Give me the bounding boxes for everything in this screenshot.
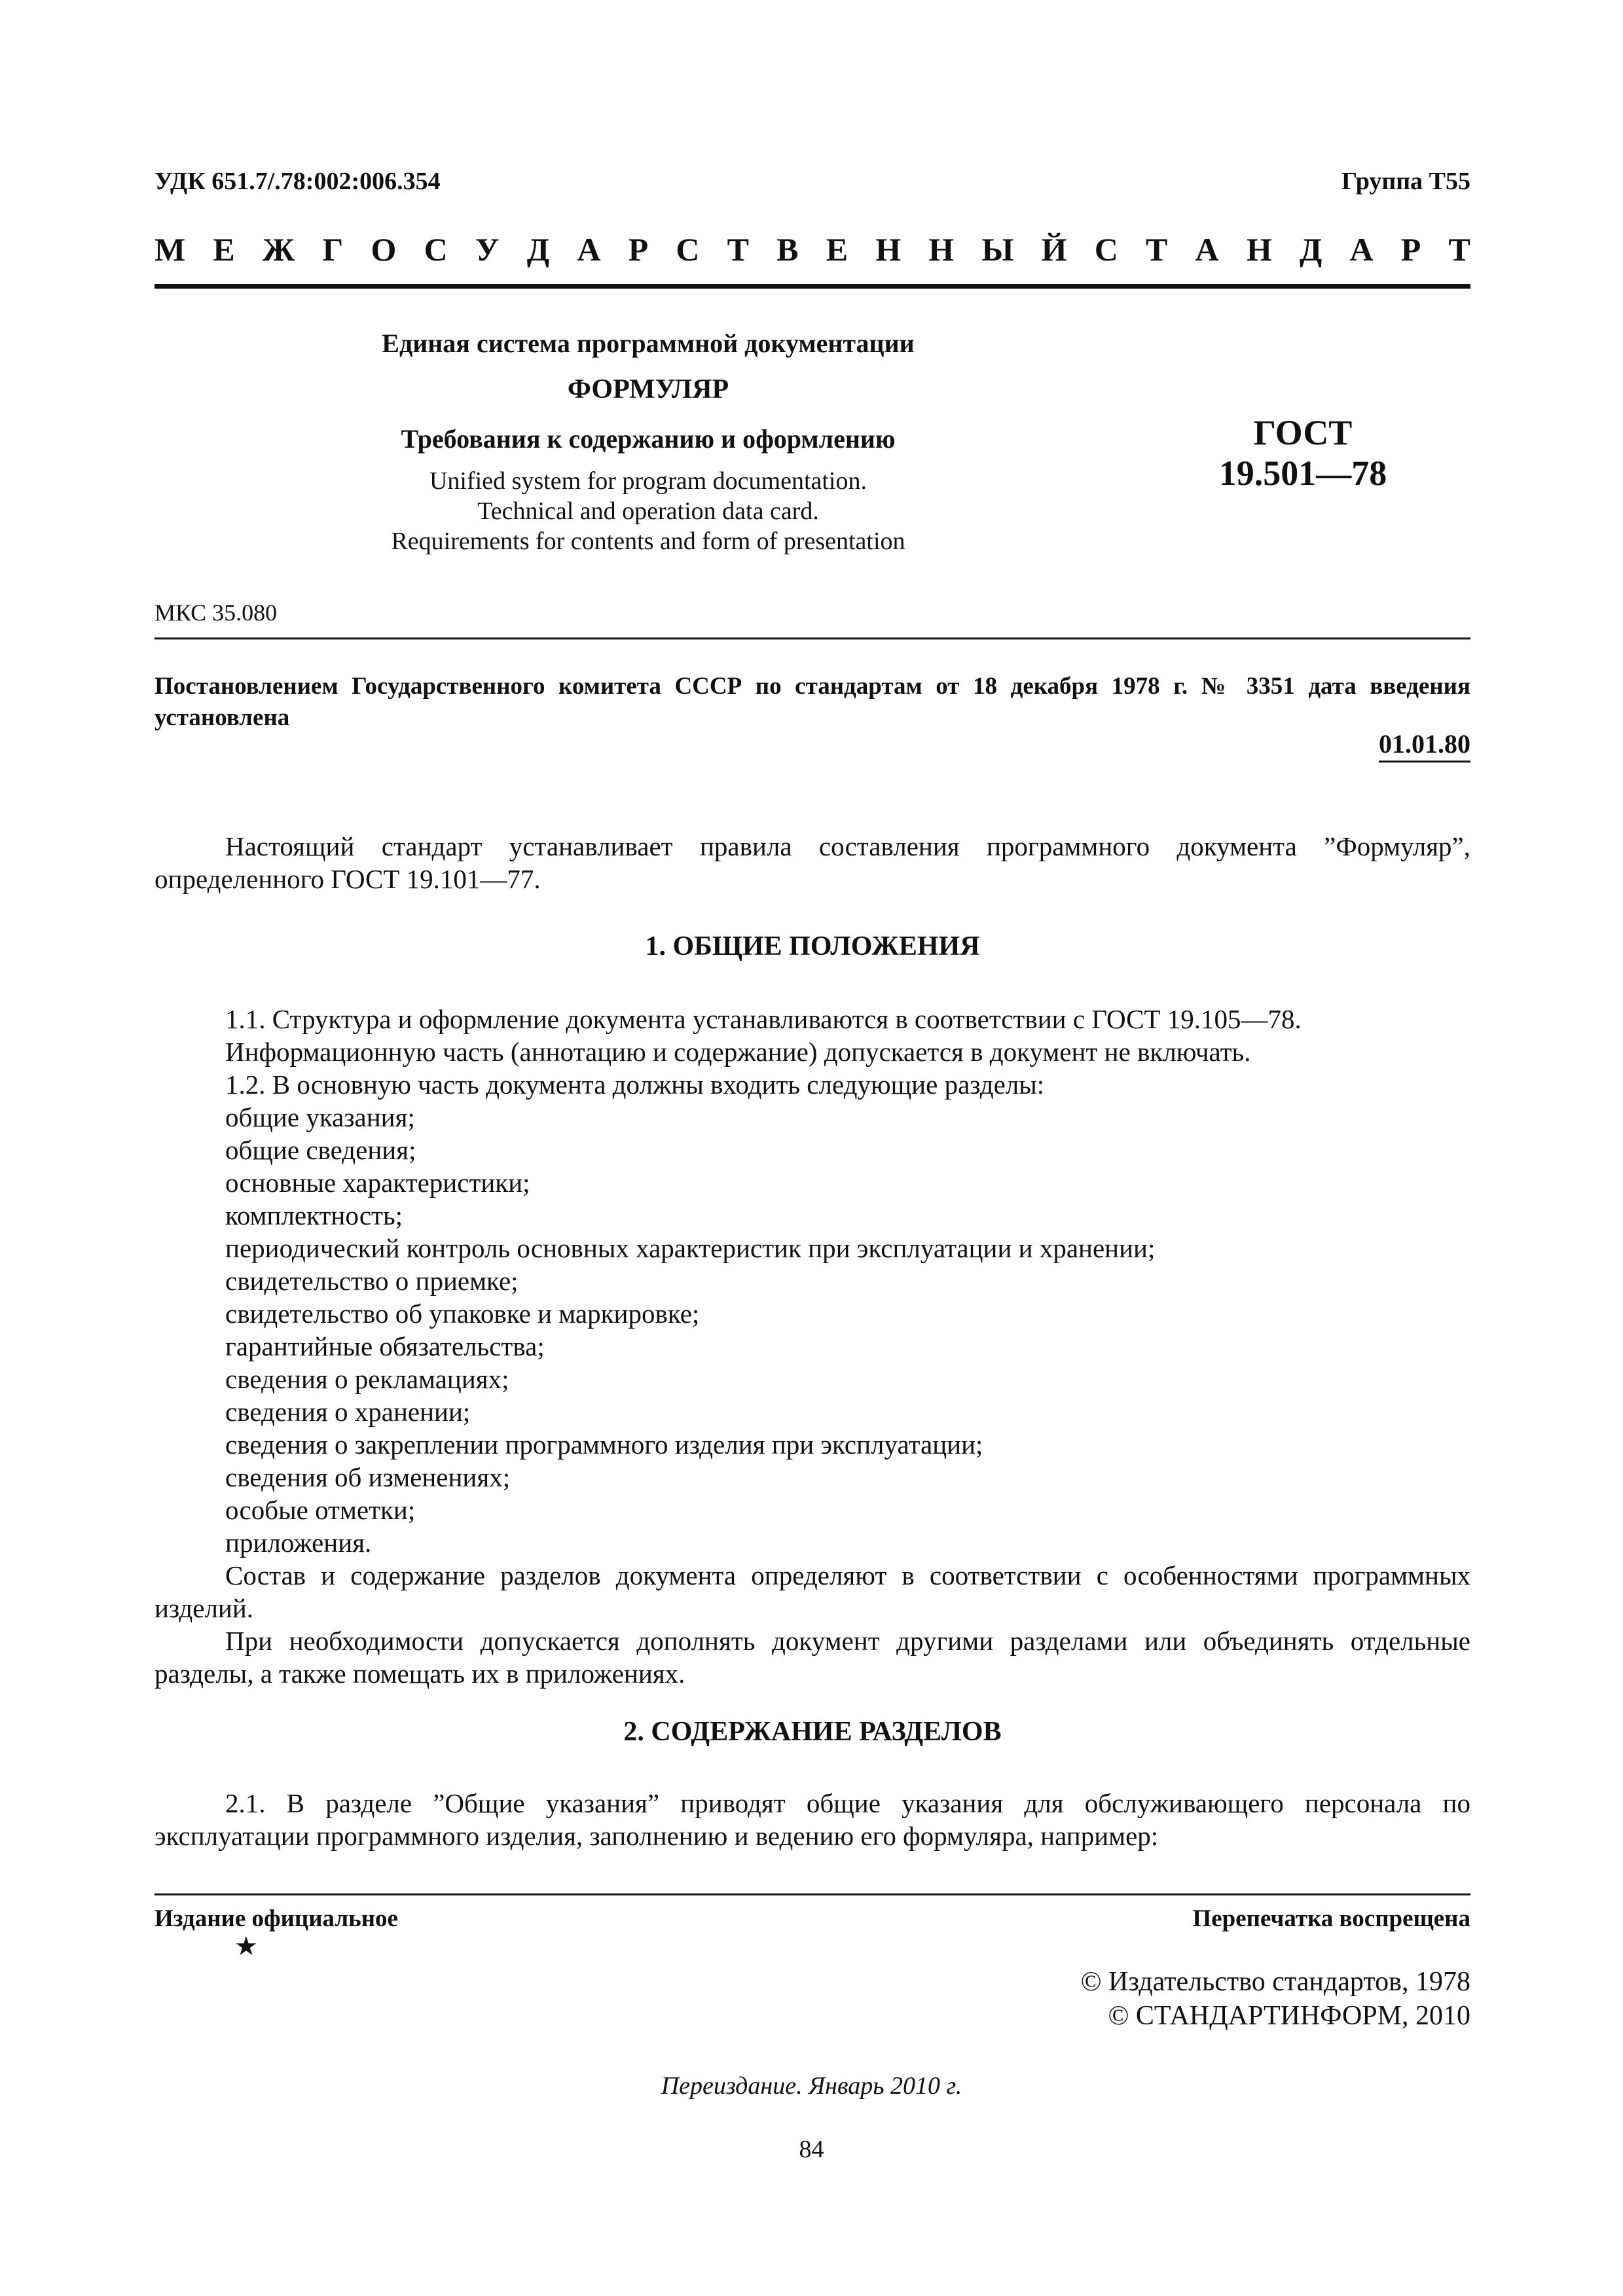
interstate-letter: Ы [981,231,1014,268]
interstate-letter: Д [1299,231,1322,268]
clause-2-1: 2.1. В разделе ”Общие указания” приводят общие указания для обслуживающего персонала по эксплуатации программного изделия, заполнению и ведению его формуляра, например: [155,1788,1470,1851]
mks-code: МКС 35.080 [155,600,278,626]
interstate-letter: Е [213,231,235,268]
composition-paragraph: Состав и содержание разделов документа определяют в соответствии с особенностями программных изделий. [155,1560,1470,1623]
interstate-letter: А [1349,231,1374,268]
interstate-letter: Н [928,231,955,268]
interstate-letter: Е [826,231,848,268]
introduction-date: 01.01.80 [1379,728,1470,762]
list-item: основные характеристики; [225,1168,530,1198]
interstate-letter: Й [1041,231,1067,268]
decree-text: Постановлением Государственного комитета СССР по стандартам от 18 декабря 1978 г. № 3351 дата введения установлена [155,673,1470,731]
list-item: сведения о рекламациях; [225,1364,509,1394]
title-block [282,327,1015,556]
interstate-letter: Г [322,231,344,268]
clause-1-1-continued: Информационную часть (аннотацию и содержание) допускается в документ не включать. [225,1037,1251,1067]
clause-1-2: 1.2. В основную часть документа должны входить следующие разделы: [225,1069,1045,1100]
interstate-letter: Т [727,231,749,268]
supplement-paragraph: При необходимости допускается дополнять документ другими разделами или объединять отдельные разделы, а также помещать их в приложениях. [155,1626,1470,1689]
list-item: сведения о хранении; [225,1397,471,1427]
list-item: комплектность; [225,1200,403,1230]
interstate-letter: У [475,231,500,268]
interstate-letter: Р [1400,231,1421,268]
list-item: периодический контроль основных характеристик при эксплуатации и хранении; [225,1233,1156,1263]
copyright-block [1081,1965,1470,2033]
interstate-letter: М [155,231,186,268]
interstate-standard-heading [155,230,1470,268]
english-title-line: Unified system for program documentation. [429,467,867,495]
list-item: свидетельство об упаковке и маркировке; [225,1299,700,1329]
interstate-letter: Т [1448,231,1470,268]
list-item: общие указания; [225,1102,415,1132]
section-2-title: 2. СОДЕРЖАНИЕ РАЗДЕЛОВ [623,1717,1002,1747]
gost-code: 19.501—78 [1218,454,1387,493]
list-item: сведения об изменениях; [225,1462,511,1492]
interstate-letter: Т [1146,231,1168,268]
interstate-letter: С [1094,231,1118,268]
english-title [282,466,1015,556]
reprint-prohibited-label: Перепечатка воспрещена [1192,1905,1470,1932]
interstate-letter: А [577,231,601,268]
list-item: свидетельство о приемке; [225,1266,519,1296]
list-item: особые отметки; [225,1495,416,1525]
interstate-letter: Р [628,231,649,268]
header-rule [155,284,1470,289]
system-name: Единая система программной документации [382,329,915,358]
gost-label: ГОСТ [1253,413,1353,452]
group-code: Группа Т55 [1341,168,1470,195]
intro-paragraph: Настоящий стандарт устанавливает правила составления программного документа ”Формуляр”, определенного ГОСТ 19.101—77. [155,831,1470,894]
list-item: гарантийные обязательства; [225,1331,545,1361]
official-edition-label: Издание официальное [155,1905,398,1932]
star-icon: ★ [234,1931,258,1961]
interstate-letter: Н [1246,231,1272,268]
interstate-letter: С [424,231,448,268]
page-number: 84 [799,2136,824,2163]
interstate-letter: Д [526,231,550,268]
interstate-letter: Н [875,231,902,268]
interstate-letter: А [1195,231,1219,268]
english-title-line: Technical and operation data card. [477,497,819,525]
requirements-title: Требования к содержанию и оформлению [401,424,896,454]
list-item: приложения. [225,1528,372,1558]
section-1-content [225,1003,1470,1559]
mks-rule [155,637,1470,639]
interstate-letter: С [676,231,700,268]
reissue-note: Переиздание. Январь 2010 г. [661,2072,962,2100]
english-title-line: Requirements for contents and form of presentation [391,528,905,555]
udk-code: УДК 651.7/.78:002:006.354 [155,168,441,195]
copyright-line: © Издательство стандартов, 1978 [1080,1967,1470,1997]
interstate-letter: О [371,231,397,268]
interstate-letter: Ж [262,231,295,268]
footer-rule [155,1893,1470,1895]
document-name: ФОРМУЛЯР [567,374,729,404]
interstate-letter: В [776,231,799,268]
list-item: сведения о закреплении программного изделия при эксплуатации; [225,1429,983,1460]
copyright-line: © СТАНДАРТИНФОРМ, 2010 [1108,2001,1470,2031]
section-1-title: 1. ОБЩИЕ ПОЛОЖЕНИЯ [645,931,980,961]
gost-number [1139,412,1467,493]
clause-1-1: 1.1. Структура и оформление документа устанавливаются в соответствии с ГОСТ 19.105—78. [225,1004,1302,1034]
list-item: общие сведения; [225,1135,416,1165]
